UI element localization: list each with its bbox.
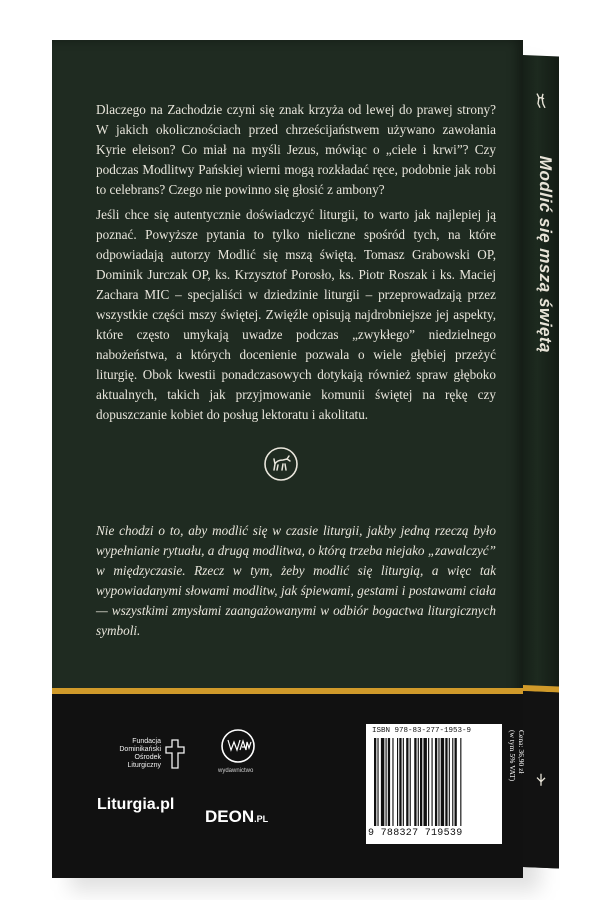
deon-suffix: .PL [254, 814, 269, 824]
deon-logo [205, 807, 268, 827]
barcode [366, 724, 502, 844]
fundacja-label: Fundacja Dominikański Ośrodek Liturgiczny [119, 738, 161, 769]
spine-title: Modlić się mszą świętą [536, 155, 555, 354]
fundacja-logo [103, 738, 185, 770]
deon-label: DEON [205, 807, 255, 826]
liturgia-logo: Liturgia.pl [97, 796, 175, 813]
stag-emblem-icon [263, 446, 299, 482]
barcode-bars [374, 738, 492, 826]
publisher-spine-icon [533, 771, 549, 788]
wydawnictwo-label: wydawnictwo [218, 768, 254, 774]
spine-bottom-band [523, 691, 559, 868]
wam-logo-icon [220, 728, 256, 764]
back-cover-paragraph-1: Dlaczego na Zachodzie czyni się znak krzyża od lewej do prawej strony? W jakich okolicznościach przed chrześcijaństwem używano zawołania Kyrie eleison? Co miał na myśli Jezus, mówiąc o „ciele i krwi”? Czy podczas Modlitwy Pańskiej wierni mogą rozkładać ręce, podobnie jak robi to celebrans? Czego nie powinno się głosić z ambony? [96, 102, 496, 197]
book-spine [523, 55, 559, 868]
isbn-text: ISBN 978-83-277-1953-9 [372, 727, 472, 735]
back-cover-quote: Nie chodzi o to, aby modlić się w czasie liturgii, jakby jedną rzeczą było wypełnianie rytuału, a drugą modlitwa, o którą trzeba niejako „zawalczyć” w międzyczasie. Rzecz w tym, żeby modlić się liturgią, a więc tak wypowiadanymi słowami modlitw, jak śpiewami, gestami i postawami ciała — wszystkimi zmysłami zaangażowanymi w odbiór bogactwa liturgicznych symboli. [96, 523, 496, 638]
barcode-number: 9 788327 719539 [368, 828, 463, 839]
price-line-2: (w tym 5% VAT) [508, 730, 517, 782]
price-line-1: Cena: 36,90 zł [517, 730, 526, 774]
stag-logo-icon [533, 91, 549, 110]
back-cover-paragraph-2: Jeśli chce się autentycznie doświadczyć liturgii, to warto jak najlepiej ją poznać. Powyższe pytania to tylko nieliczne spośród tych, na które odpowiadają autorzy Modlić się mszą świętą. Tomasz Grabowski OP, Dominik Jurczak OP, ks. Krzysztof Porosło, ks. Piotr Roszak i ks. Maciej Zachara MIC – specjaliści w dziedzinie liturgii – przeprowadzają przez wszystkie części mszy świętej. Zwięźle opisują najdrobniejsze jej aspekty, które często umykają uwadze podczas „zwykłego” niedzielnego nabożeństwa, a których docenienie pozwala o wiele głębiej przeżyć liturgię. Obok kwestii ponadczasowych dotykają również spraw głęboko aktualnych, takich jak przyjmowanie komunii świętej na rękę czy dopuszczanie kobiet do posług lektoratu i akolitatu. [96, 207, 496, 422]
cross-logo-icon [165, 739, 185, 769]
price-label [508, 730, 526, 822]
